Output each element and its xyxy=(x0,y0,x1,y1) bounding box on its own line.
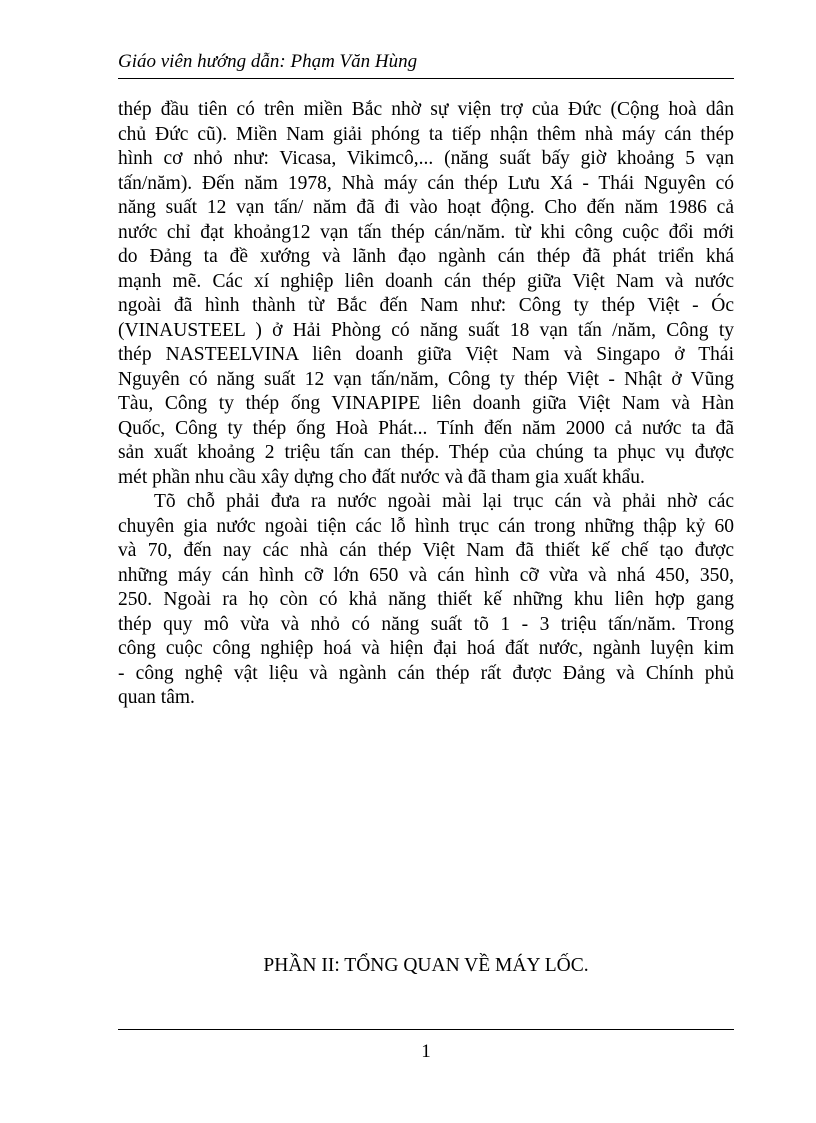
text-line: Quốc, Công ty thép ống Hoà Phát... Tính đến năm 2000 cả nước ta đã xyxy=(118,417,734,439)
text-line: hình cơ nhỏ như: Vicasa, Vikimcô,... (năng suất bấy giờ khoảng 5 vạn xyxy=(118,148,734,169)
text-line: sản xuất khoảng 2 triệu tấn can thép. Thép của chúng ta phục vụ được xyxy=(118,442,734,463)
section-heading: PHẦN II: TỔNG QUAN VỀ MÁY LỐC. xyxy=(263,955,589,976)
header-text: Giáo viên hướng dẫn: Phạm Văn Hùng xyxy=(118,51,418,72)
text-line: (VINAUSTEEL ) ở Hải Phòng có năng suất 18 vạn tấn /năm, Công ty xyxy=(118,319,734,341)
text-line: và 70, đến nay các nhà cán thép Việt Nam đã thiết kế chế tạo được xyxy=(118,540,734,561)
text-line: 250. Ngoài ra họ còn có khả năng thiết kế những khu liên hợp gang xyxy=(118,589,734,610)
body-text xyxy=(118,98,734,711)
page-number: 1 xyxy=(421,1041,431,1062)
text-line: thép đầu tiên có trên miền Bắc nhờ sự viện trợ của Đức (Cộng hoà dân xyxy=(118,99,734,120)
text-line: công cuộc công nghiệp hoá và hiện đại hoá đất nước, ngành luyện kim xyxy=(118,638,734,659)
text-line: - công nghệ vật liệu và ngành cán thép rất được Đảng và Chính phủ xyxy=(118,662,734,684)
text-line: tấn/năm). Đến năm 1978, Nhà máy cán thép Lưu Xá - Thái Nguyên có xyxy=(118,172,734,194)
text-line: những máy cán hình cỡ lớn 650 và cán hình cỡ vừa và nhá 450, 350, xyxy=(118,564,734,586)
text-line: Nguyên có năng suất 12 vạn tấn/năm, Công ty thép Việt - Nhật ở Vũng xyxy=(118,368,734,390)
text-line: nước chỉ đạt khoảng12 vạn tấn thép cán/năm. từ khi công cuộc đổi mới xyxy=(118,221,734,243)
text-line: mạnh mẽ. Các xí nghiệp liên doanh cán thép giữa Việt Nam và nước xyxy=(118,270,734,292)
text-line: mét phần nhu cầu xây dựng cho đất nước và đã tham gia xuất khẩu. xyxy=(118,466,645,488)
header-rule xyxy=(118,78,734,79)
text-line: Tàu, Công ty thép ống VINAPIPE liên doanh giữa Việt Nam và Hàn xyxy=(118,393,734,414)
text-line: chuyên gia nước ngoài tiện các lỗ hình trục cán trong những thập kỷ 60 xyxy=(118,515,734,537)
footer-rule xyxy=(118,1029,734,1030)
text-line: ngoài đã hình thành từ Bắc đến Nam như: Công ty thép Việt - Óc xyxy=(118,295,734,316)
text-line: năng suất 12 vạn tấn/ năm đã đi vào hoạt động. Cho đến năm 1986 cả xyxy=(118,197,734,218)
text-line: chủ Đức cũ). Miền Nam giải phóng ta tiếp nhận thêm nhà máy cán thép xyxy=(118,123,734,145)
text-line: do Đảng ta đề xướng và lãnh đạo ngành cán thép đã phát triển khá xyxy=(118,246,734,267)
text-line: Tõ chỗ phải đưa ra nước ngoài mài lại trục cán và phải nhờ các xyxy=(154,491,734,512)
text-line: thép NASTEELVINA liên doanh giữa Việt Nam và Singapo ở Thái xyxy=(118,344,734,365)
text-line: quan tâm. xyxy=(118,687,195,708)
text-line: thép quy mô vừa và nhỏ có năng suất tõ 1 - 3 triệu tấn/năm. Trong xyxy=(118,613,734,635)
